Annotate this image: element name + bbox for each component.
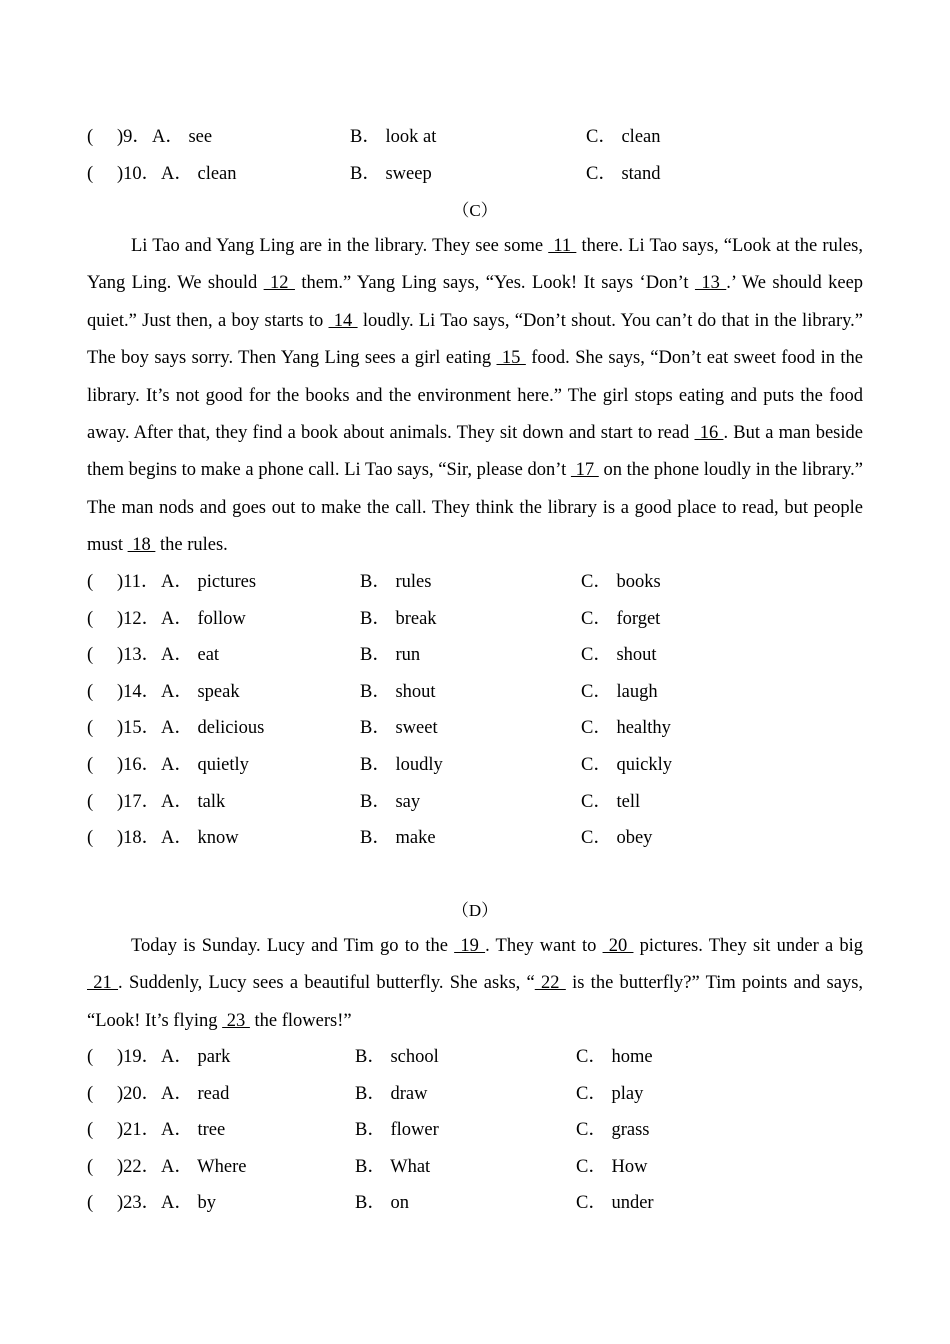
- answer-paren: (: [87, 1156, 94, 1177]
- option-b: B． loudly: [360, 755, 443, 775]
- passage-text: them.” Yang Ling says, “Yes. Look! It says ‘Don’t: [294, 273, 695, 294]
- answer-paren: (: [87, 127, 94, 147]
- answer-paren: (: [87, 718, 94, 739]
- option-c: C． grass: [576, 1120, 650, 1141]
- question-number: )15．: [117, 718, 161, 739]
- option-b: B． sweep: [350, 164, 432, 184]
- option-a: A． tree: [161, 1120, 226, 1141]
- option-a: A． speak: [161, 681, 240, 702]
- section-c-heading: （C）: [452, 201, 498, 220]
- question-number: )12．: [117, 608, 161, 629]
- question-number: )23．: [117, 1193, 161, 1214]
- option-a: A． park: [161, 1047, 231, 1067]
- answer-paren: (: [87, 164, 94, 184]
- section-d-heading: （D）: [451, 901, 499, 920]
- passage-text: .’ We should keep quiet.” Just then, a boy starts to: [87, 273, 864, 331]
- option-c: C． clean: [586, 127, 661, 147]
- question-number: )21．: [117, 1120, 161, 1141]
- question-row: [87, 826, 887, 850]
- question-number: )19．: [117, 1047, 161, 1067]
- question-row: [87, 680, 887, 704]
- answer-paren: (: [87, 572, 94, 592]
- option-a: A． talk: [161, 791, 226, 812]
- passage-text: on the phone loudly in the library.” The man nods and goes out to make the call. They think the library is a good place to read, but people must: [87, 460, 863, 556]
- option-c: C． obey: [581, 828, 653, 849]
- answer-paren: (: [87, 1193, 94, 1214]
- question-number: )17．: [117, 791, 161, 812]
- passage-text: . But a man beside them begins to make a phone call. Li Tao says, “Sir, please don’t: [87, 423, 863, 481]
- answer-paren: (: [87, 681, 94, 702]
- question-number: )11．: [117, 572, 160, 592]
- option-a: A． clean: [161, 164, 237, 184]
- question-row: [87, 753, 887, 777]
- answer-blank: 22: [534, 973, 566, 994]
- option-b: B． rules: [360, 572, 432, 592]
- answer-blank: 19: [454, 936, 486, 956]
- passage-text: there. Li Tao says, “Look at the rules, Yang Ling. We should: [87, 236, 863, 294]
- option-b: B． What: [355, 1156, 431, 1177]
- answer-paren: (: [87, 755, 94, 775]
- option-b: B． school: [355, 1047, 439, 1067]
- option-c: C． books: [581, 572, 661, 592]
- option-c: C． laugh: [581, 681, 658, 702]
- answer-blank: 11: [548, 236, 577, 256]
- option-b: B． flower: [355, 1120, 439, 1141]
- option-c: C． play: [576, 1083, 644, 1104]
- answer-blank: 17: [570, 460, 599, 481]
- answer-paren: (: [87, 1120, 94, 1141]
- option-c: C． healthy: [581, 718, 671, 739]
- option-c: C． How: [576, 1156, 648, 1177]
- passage-text: . They want to: [485, 936, 603, 956]
- question-number: )16．: [117, 755, 161, 775]
- answer-blank: 16: [694, 423, 724, 444]
- answer-blank: 15: [496, 348, 526, 369]
- question-row: [87, 570, 887, 594]
- option-a: A． delicious: [161, 718, 265, 739]
- option-b: B． draw: [355, 1083, 428, 1104]
- option-a: A． pictures: [161, 572, 257, 592]
- option-c: C． shout: [581, 645, 657, 666]
- question-number: )10．: [117, 164, 161, 184]
- option-c: C． forget: [581, 608, 661, 629]
- option-c: C． stand: [586, 164, 661, 184]
- option-a: A． see: [152, 127, 213, 147]
- option-a: A． know: [161, 828, 239, 849]
- passage-text: is the butterfly?” Tim points and says, “Look! It’s flying: [87, 973, 864, 1031]
- option-a: A． by: [161, 1193, 216, 1214]
- option-b: B． break: [360, 608, 437, 629]
- question-number: )9．: [117, 127, 151, 147]
- question-number: )18．: [117, 828, 161, 849]
- answer-paren: (: [87, 1047, 94, 1067]
- option-b: B． say: [360, 791, 421, 812]
- option-c: C． quickly: [581, 755, 672, 775]
- option-b: B． run: [360, 645, 421, 666]
- answer-blank: 23: [222, 1010, 250, 1031]
- passage-text: . Suddenly, Lucy sees a beautiful butterfly. She asks, “: [118, 973, 535, 994]
- option-c: C． under: [576, 1193, 654, 1214]
- option-b: B． make: [360, 828, 436, 849]
- option-a: A． follow: [161, 608, 246, 629]
- question-row: [87, 716, 887, 740]
- question-row: [87, 790, 887, 814]
- option-a: A． eat: [161, 645, 220, 666]
- section-d-passage: [87, 928, 863, 1040]
- question-row: [87, 1118, 887, 1142]
- question-number: )20．: [117, 1083, 161, 1104]
- passage-text: pictures. They sit under a big: [633, 936, 864, 956]
- answer-paren: (: [87, 791, 94, 812]
- answer-blank: 18: [127, 535, 156, 556]
- answer-blank: 14: [328, 310, 358, 331]
- option-c: C． tell: [581, 791, 641, 812]
- question-row: [87, 162, 887, 186]
- passage-text: Today is Sunday. Lucy and Tim go to the: [131, 936, 455, 956]
- section-c-passage: [87, 228, 863, 565]
- option-b: B． sweet: [360, 718, 438, 739]
- question-row: [87, 643, 887, 667]
- answer-paren: (: [87, 828, 94, 849]
- question-row: [87, 1155, 887, 1179]
- passage-text: the flowers!”: [249, 1010, 352, 1031]
- passage-text: the rules.: [155, 535, 228, 556]
- passage-text: loudly. Li Tao says, “Don’t shout. You can’t do that in the library.” The boy says sorry. Then Yang Ling sees a girl eating: [87, 310, 863, 369]
- option-b: B． shout: [360, 681, 436, 702]
- option-a: A． Where: [161, 1156, 247, 1177]
- question-row: [87, 125, 887, 149]
- option-b: B． on: [355, 1193, 409, 1214]
- option-a: A． read: [161, 1083, 230, 1104]
- answer-blank: 13: [694, 273, 727, 294]
- option-b: B． look at: [350, 127, 437, 147]
- question-number: )22．: [117, 1156, 161, 1177]
- question-number: )13．: [117, 645, 161, 666]
- answer-paren: (: [87, 1083, 94, 1104]
- answer-blank: 20: [602, 936, 634, 956]
- question-number: )14．: [117, 681, 161, 702]
- question-row: [87, 1045, 887, 1069]
- option-c: C． home: [576, 1047, 653, 1067]
- option-a: A． quietly: [161, 755, 249, 775]
- answer-blank: 21: [87, 973, 119, 994]
- answer-paren: (: [87, 608, 94, 629]
- passage-text: food. She says, “Don’t eat sweet food in the library. It’s not good for the books and the environment here.” The girl stops eating and puts the food away. After that, they find a book about animals. They sit down and start to read: [87, 348, 863, 444]
- passage-text: Li Tao and Yang Ling are in the library. They see some: [131, 236, 549, 256]
- question-row: [87, 1191, 887, 1215]
- answer-paren: (: [87, 645, 94, 666]
- question-row: [87, 607, 887, 631]
- question-row: [87, 1082, 887, 1106]
- answer-blank: 12: [263, 273, 295, 294]
